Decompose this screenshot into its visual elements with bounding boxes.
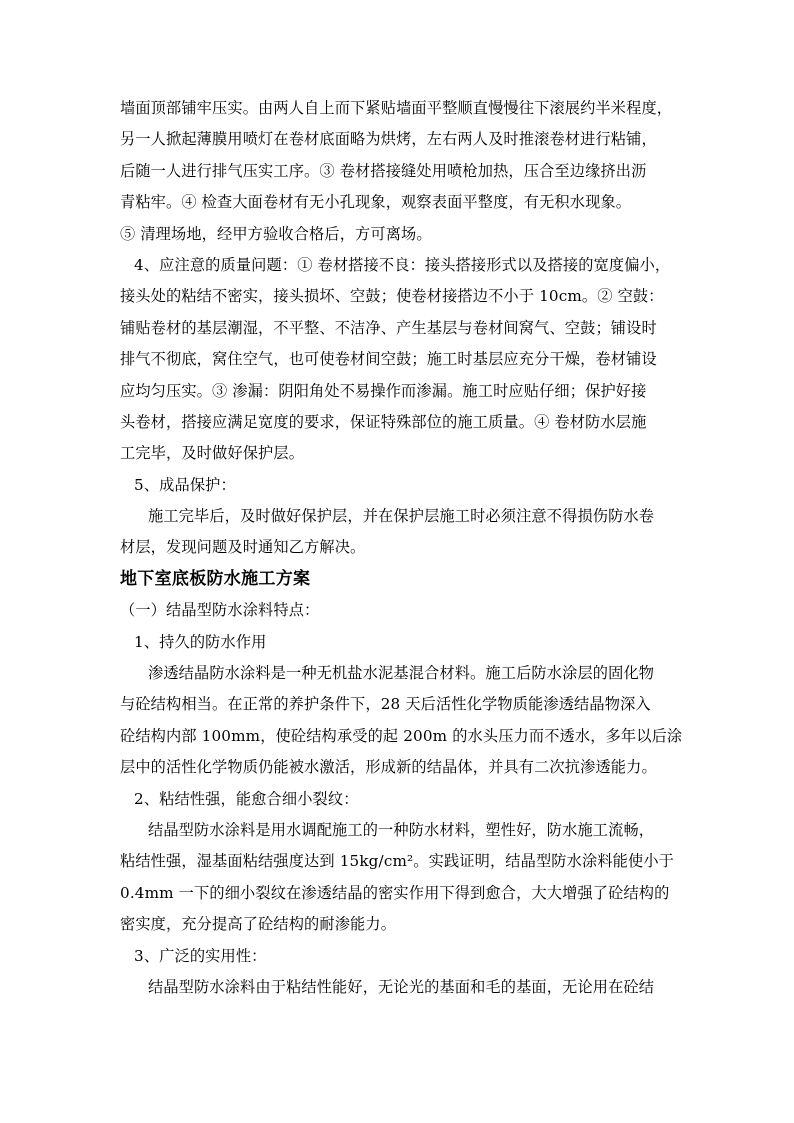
text-line: 渗透结晶防水涂料是一种无机盐水泥基混合材料。施工后防水涂层的固化物: [148, 664, 655, 683]
text-line: 材层，发现问题及时通知乙方解决。: [120, 538, 366, 557]
text-line: 工完毕，及时做好保护层。: [120, 444, 305, 463]
subheading: 5、成品保护：: [134, 475, 236, 494]
text-line: 施工完毕后，及时做好保护层，并在保护层施工时必须注意不得损伤防水卷: [148, 507, 655, 526]
subsection-heading: （一）结晶型防水涂料特点：: [120, 601, 320, 620]
document-page: [120, 93, 683, 1003]
text-line: 结晶型防水涂料是用水调配施工的一种防水材料，塑性好，防水施工流畅，: [148, 820, 655, 839]
text-line: 接头处的粘结不密实，接头损坏、空鼓；使卷材接搭边不小于 10cm。② 空鼓：: [120, 287, 664, 306]
text-line: 后随一人进行排气压实工序。③ 卷材搭接缝处用喷枪加热，压合至边缘挤出沥: [120, 161, 647, 180]
text-line: 层中的活性化学物质仍能被水激活，形成新的结晶体，并具有二次抗渗透能力。: [120, 758, 657, 777]
text-line: 另一人掀起薄膜用喷灯在卷材底面略为烘烤，左右两人及时推滚卷材进行粘铺，: [120, 130, 657, 149]
text-line: 青粘牢。④ 检查大面卷材有无小孔现象，观察表面平整度，有无积水现象。: [120, 193, 632, 212]
text-line: ⑤ 清理场地，经甲方验收合格后，方可离场。: [120, 224, 432, 243]
text-line: 密实度，充分提高了砼结构的耐渗能力。: [120, 915, 397, 934]
text-line: 排气不彻底，窝住空气，也可使卷材间空鼓；施工时基层应充分干燥，卷材铺设: [120, 350, 657, 369]
text-line: 墙面顶部铺牢压实。由两人自上而下紧贴墙面平整顺直慢慢往下滚展约半米程度，: [120, 99, 673, 117]
item-heading: 1、持久的防水作用: [134, 632, 267, 651]
item-heading: 2、粘结性强，能愈合细小裂纹：: [134, 789, 359, 808]
text-line: 铺贴卷材的基层潮湿，不平整、不洁净、产生基层与卷材间窝气、空鼓；铺设时: [120, 318, 657, 337]
text-line: 应均匀压实。③ 渗漏：阴阳角处不易操作而渗漏。施工时应贴仔细；保护好接: [120, 381, 647, 400]
section-title: 地下室底板防水施工方案: [120, 568, 311, 589]
item-heading: 3、广泛的实用性：: [134, 946, 267, 965]
text-line: 砼结构内部 100mm，使砼结构承受的起 200m 的水头压力而不透水，多年以后涂: [120, 726, 683, 745]
text-line: 与砼结构相当。在正常的养护条件下，28 天后活性化学物质能渗透结晶物深入: [120, 695, 651, 714]
text-line: 结晶型防水涂料由于粘结性能好，无论光的基面和毛的基面，无论用在砼结: [148, 977, 655, 996]
text-line: 头卷材，搭接应满足宽度的要求，保证特殊部位的施工质量。④ 卷材防水层施: [120, 412, 647, 431]
text-line: 粘结性强，湿基面粘结强度达到 15kg/cm²。实践证明，结晶型防水涂料能使小于: [120, 852, 675, 871]
text-line: 4、应注意的质量问题：① 卷材搭接不良：接头搭接形式以及搭接的宽度偏小，: [134, 255, 671, 274]
text-line: 0.4mm 一下的细小裂纹在渗透结晶的密实作用下得到愈合，大大增强了砼结构的: [120, 883, 670, 902]
